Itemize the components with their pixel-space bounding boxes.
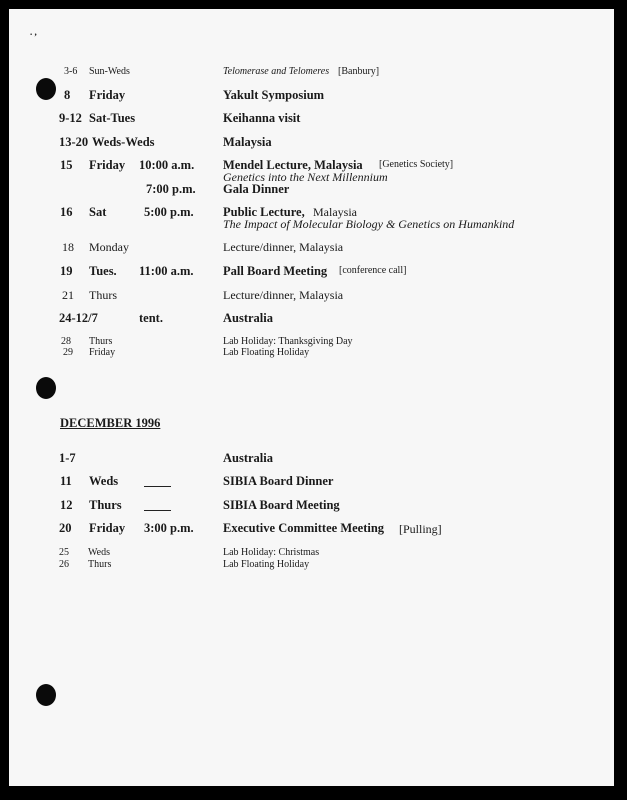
date: 20 bbox=[59, 521, 72, 535]
event: Executive Committee Meeting bbox=[223, 521, 385, 535]
event-location: Malaysia bbox=[313, 205, 357, 219]
event: Lecture/dinner, Malaysia bbox=[223, 240, 344, 254]
corner-marks: . , bbox=[30, 27, 37, 37]
event: Telomerase and Telomeres bbox=[223, 66, 330, 77]
day: Weds bbox=[89, 474, 119, 488]
day: Thurs bbox=[89, 336, 113, 347]
subtitle: Genetics into the Next Millennium bbox=[223, 170, 388, 184]
date: 21 bbox=[62, 288, 74, 302]
section-heading: DECEMBER 1996 bbox=[60, 416, 161, 430]
date: 25 bbox=[59, 547, 69, 558]
punch-hole bbox=[36, 78, 56, 100]
event: Lecture/dinner, Malaysia bbox=[223, 288, 344, 302]
event: Public Lecture, bbox=[223, 205, 305, 219]
date: 1-7 bbox=[59, 451, 76, 465]
day: Thurs bbox=[89, 288, 117, 302]
event: Malaysia bbox=[223, 135, 272, 149]
day: Thurs bbox=[88, 559, 112, 570]
date: 26 bbox=[59, 559, 69, 570]
day: Sun-Weds bbox=[89, 66, 130, 77]
punch-hole bbox=[36, 377, 56, 399]
day: Friday bbox=[89, 521, 126, 535]
event: Lab Floating Holiday bbox=[223, 347, 310, 358]
event: Gala Dinner bbox=[223, 182, 290, 196]
blank-time-line bbox=[144, 510, 171, 511]
day: Sat-Tues bbox=[89, 111, 136, 125]
date: 12 bbox=[60, 498, 73, 512]
time: 5:00 p.m. bbox=[144, 205, 194, 219]
event: Australia bbox=[223, 311, 273, 325]
time: 3:00 p.m. bbox=[144, 521, 194, 535]
event: Keihanna visit bbox=[223, 111, 301, 125]
date: 13-20 bbox=[59, 135, 89, 149]
event: Yakult Symposium bbox=[223, 88, 325, 102]
time: 10:00 a.m. bbox=[139, 158, 195, 172]
note: [conference call] bbox=[339, 265, 407, 276]
date: 8 bbox=[64, 88, 71, 102]
time: 11:00 a.m. bbox=[139, 264, 194, 278]
day: Friday bbox=[89, 347, 116, 358]
note: [Banbury] bbox=[338, 66, 380, 77]
subtitle: The Impact of Molecular Biology & Genetics on Humankind bbox=[223, 217, 515, 231]
time: 7:00 p.m. bbox=[146, 182, 196, 196]
day: Friday bbox=[89, 88, 126, 102]
day: Weds-Weds bbox=[92, 135, 155, 149]
date: 11 bbox=[60, 474, 72, 488]
day: Sat bbox=[89, 205, 107, 219]
date: 15 bbox=[60, 158, 73, 172]
document-page bbox=[9, 9, 614, 786]
event: Pall Board Meeting bbox=[223, 264, 328, 278]
day: Monday bbox=[89, 240, 129, 254]
date: 24-12/7 bbox=[59, 311, 98, 325]
punch-hole bbox=[36, 684, 56, 706]
date: 28 bbox=[61, 336, 71, 347]
event: Australia bbox=[223, 451, 273, 465]
day: Weds bbox=[88, 547, 110, 558]
date: 16 bbox=[60, 205, 73, 219]
note: [Genetics Society] bbox=[379, 159, 454, 170]
blank-time-line bbox=[144, 486, 171, 487]
date: 18 bbox=[62, 240, 74, 254]
event: Lab Holiday: Christmas bbox=[223, 547, 320, 558]
day: Thurs bbox=[89, 498, 122, 512]
event: Lab Holiday: Thanksgiving Day bbox=[223, 336, 353, 347]
day: tent. bbox=[139, 311, 163, 325]
date: 3-6 bbox=[64, 66, 78, 77]
day: Friday bbox=[89, 158, 126, 172]
note: [Pulling] bbox=[399, 522, 442, 536]
date: 9-12 bbox=[59, 111, 82, 125]
event: SIBIA Board Meeting bbox=[223, 498, 340, 512]
date: 19 bbox=[60, 264, 73, 278]
event: Lab Floating Holiday bbox=[223, 559, 310, 570]
event: SIBIA Board Dinner bbox=[223, 474, 334, 488]
date: 29 bbox=[63, 347, 73, 358]
event: Mendel Lecture, Malaysia bbox=[223, 158, 363, 172]
day: Tues. bbox=[89, 264, 117, 278]
